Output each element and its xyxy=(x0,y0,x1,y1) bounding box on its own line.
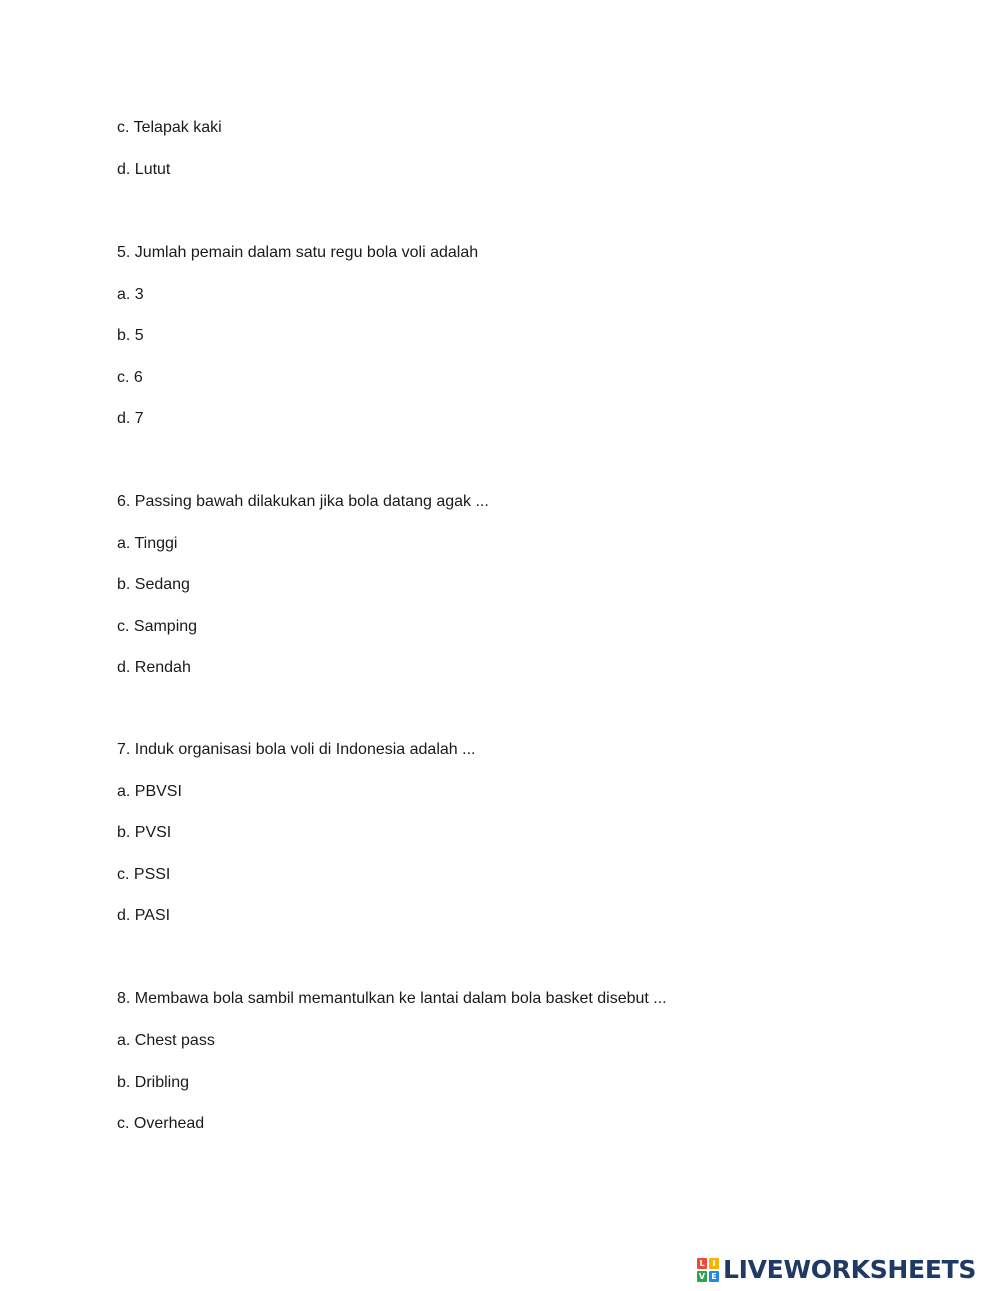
logo-letter-l: L xyxy=(697,1258,707,1269)
option-4c: c. Telapak kaki xyxy=(117,119,222,136)
logo-letter-v: V xyxy=(698,1272,706,1281)
option-5c: c. 6 xyxy=(117,369,143,386)
option-4d: d. Lutut xyxy=(117,161,171,178)
option-5d: d. 7 xyxy=(117,410,144,427)
logo-icon xyxy=(697,1258,719,1282)
option-5b: b. 5 xyxy=(117,327,144,344)
question-6: 6. Passing bawah dilakukan jika bola datang agak ... xyxy=(117,493,489,510)
logo-letter-e: E xyxy=(709,1271,719,1282)
option-7b: b. PVSI xyxy=(117,824,172,841)
question-5: 5. Jumlah pemain dalam satu regu bola voli adalah xyxy=(117,244,479,261)
question-7: 7. Induk organisasi bola voli di Indonesia adalah ... xyxy=(117,741,476,758)
option-5a: a. 3 xyxy=(117,286,144,303)
option-8c: c. Overhead xyxy=(117,1115,205,1132)
option-6c: c. Samping xyxy=(117,618,198,635)
option-6a: a. Tinggi xyxy=(117,535,178,552)
option-7d: d. PASI xyxy=(117,907,171,924)
option-7c: c. PSSI xyxy=(117,866,171,883)
question-8: 8. Membawa bola sambil memantulkan ke lantai dalam bola basket disebut ... xyxy=(117,990,667,1007)
option-7a: a. PBVSI xyxy=(117,783,182,800)
option-6b: b. Sedang xyxy=(117,576,190,593)
logo-wordmark: LIVEWORKSHEETS xyxy=(723,1255,977,1284)
option-8a: a. Chest pass xyxy=(117,1032,215,1049)
logo-letter-i: I xyxy=(709,1258,719,1269)
option-6d: d. Rendah xyxy=(117,659,191,676)
option-8b: b. Dribling xyxy=(117,1074,190,1091)
liveworksheets-logo xyxy=(697,1256,976,1284)
